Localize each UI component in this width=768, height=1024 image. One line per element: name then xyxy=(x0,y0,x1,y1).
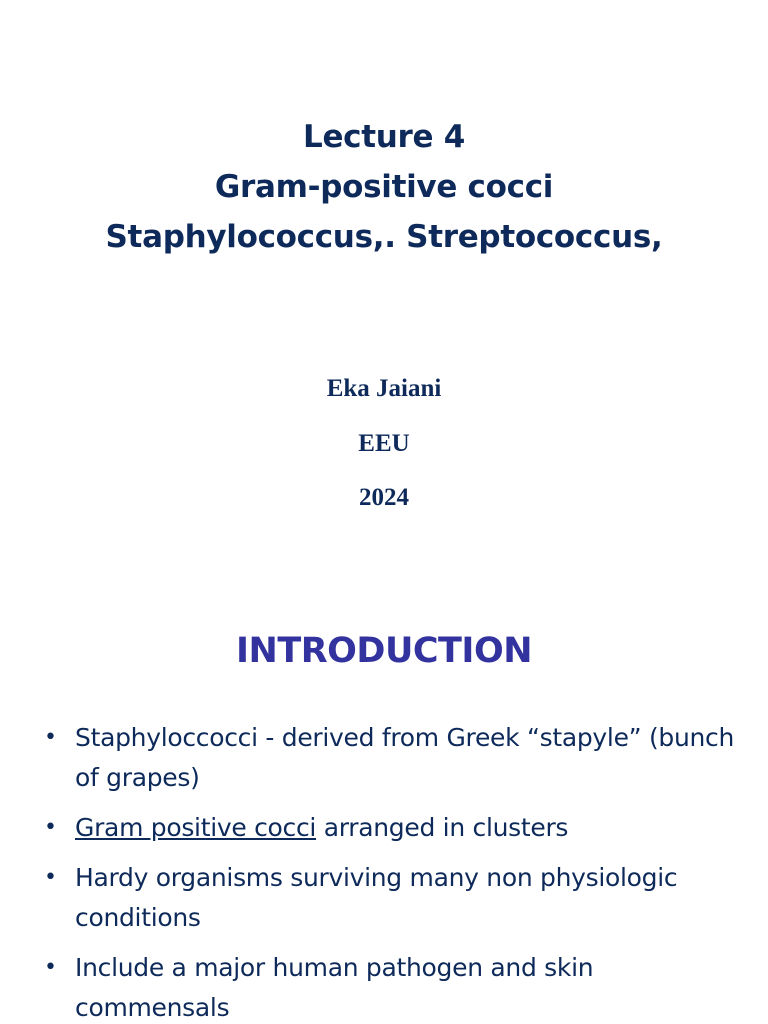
author-name: Eka Jaiani xyxy=(326,375,442,402)
introduction-slide xyxy=(0,512,768,1024)
bullet-icon: • xyxy=(44,725,57,750)
author-block xyxy=(0,371,768,512)
bullet-underlined-text: Gram positive cocci xyxy=(75,813,317,842)
list-item xyxy=(0,718,768,798)
title-line-lecture: Lecture 4 xyxy=(302,119,466,155)
lecture-title xyxy=(0,112,768,262)
list-item xyxy=(0,948,768,1024)
bullet-text: arranged in clusters xyxy=(316,813,569,842)
bullet-icon: • xyxy=(44,955,57,980)
bullet-text: Hardy organisms surviving many non physiologic conditions xyxy=(75,863,678,932)
bullet-list xyxy=(0,718,768,1024)
list-item xyxy=(0,858,768,938)
list-item xyxy=(0,808,768,848)
institution-name: EEU xyxy=(358,429,410,457)
title-line-topic: Gram-positive cocci xyxy=(214,169,554,205)
bullet-icon: • xyxy=(44,815,57,840)
section-heading: INTRODUCTION xyxy=(236,631,532,671)
lecture-year: 2024 xyxy=(359,484,409,511)
bullet-icon: • xyxy=(44,865,57,890)
bullet-text: Staphyloccocci - derived from Greek “stapyle” (bunch of grapes) xyxy=(75,723,735,792)
title-line-organisms: Staphylococcus,. Streptococcus, xyxy=(105,219,663,255)
bullet-text: Include a major human pathogen and skin commensals xyxy=(75,953,594,1022)
